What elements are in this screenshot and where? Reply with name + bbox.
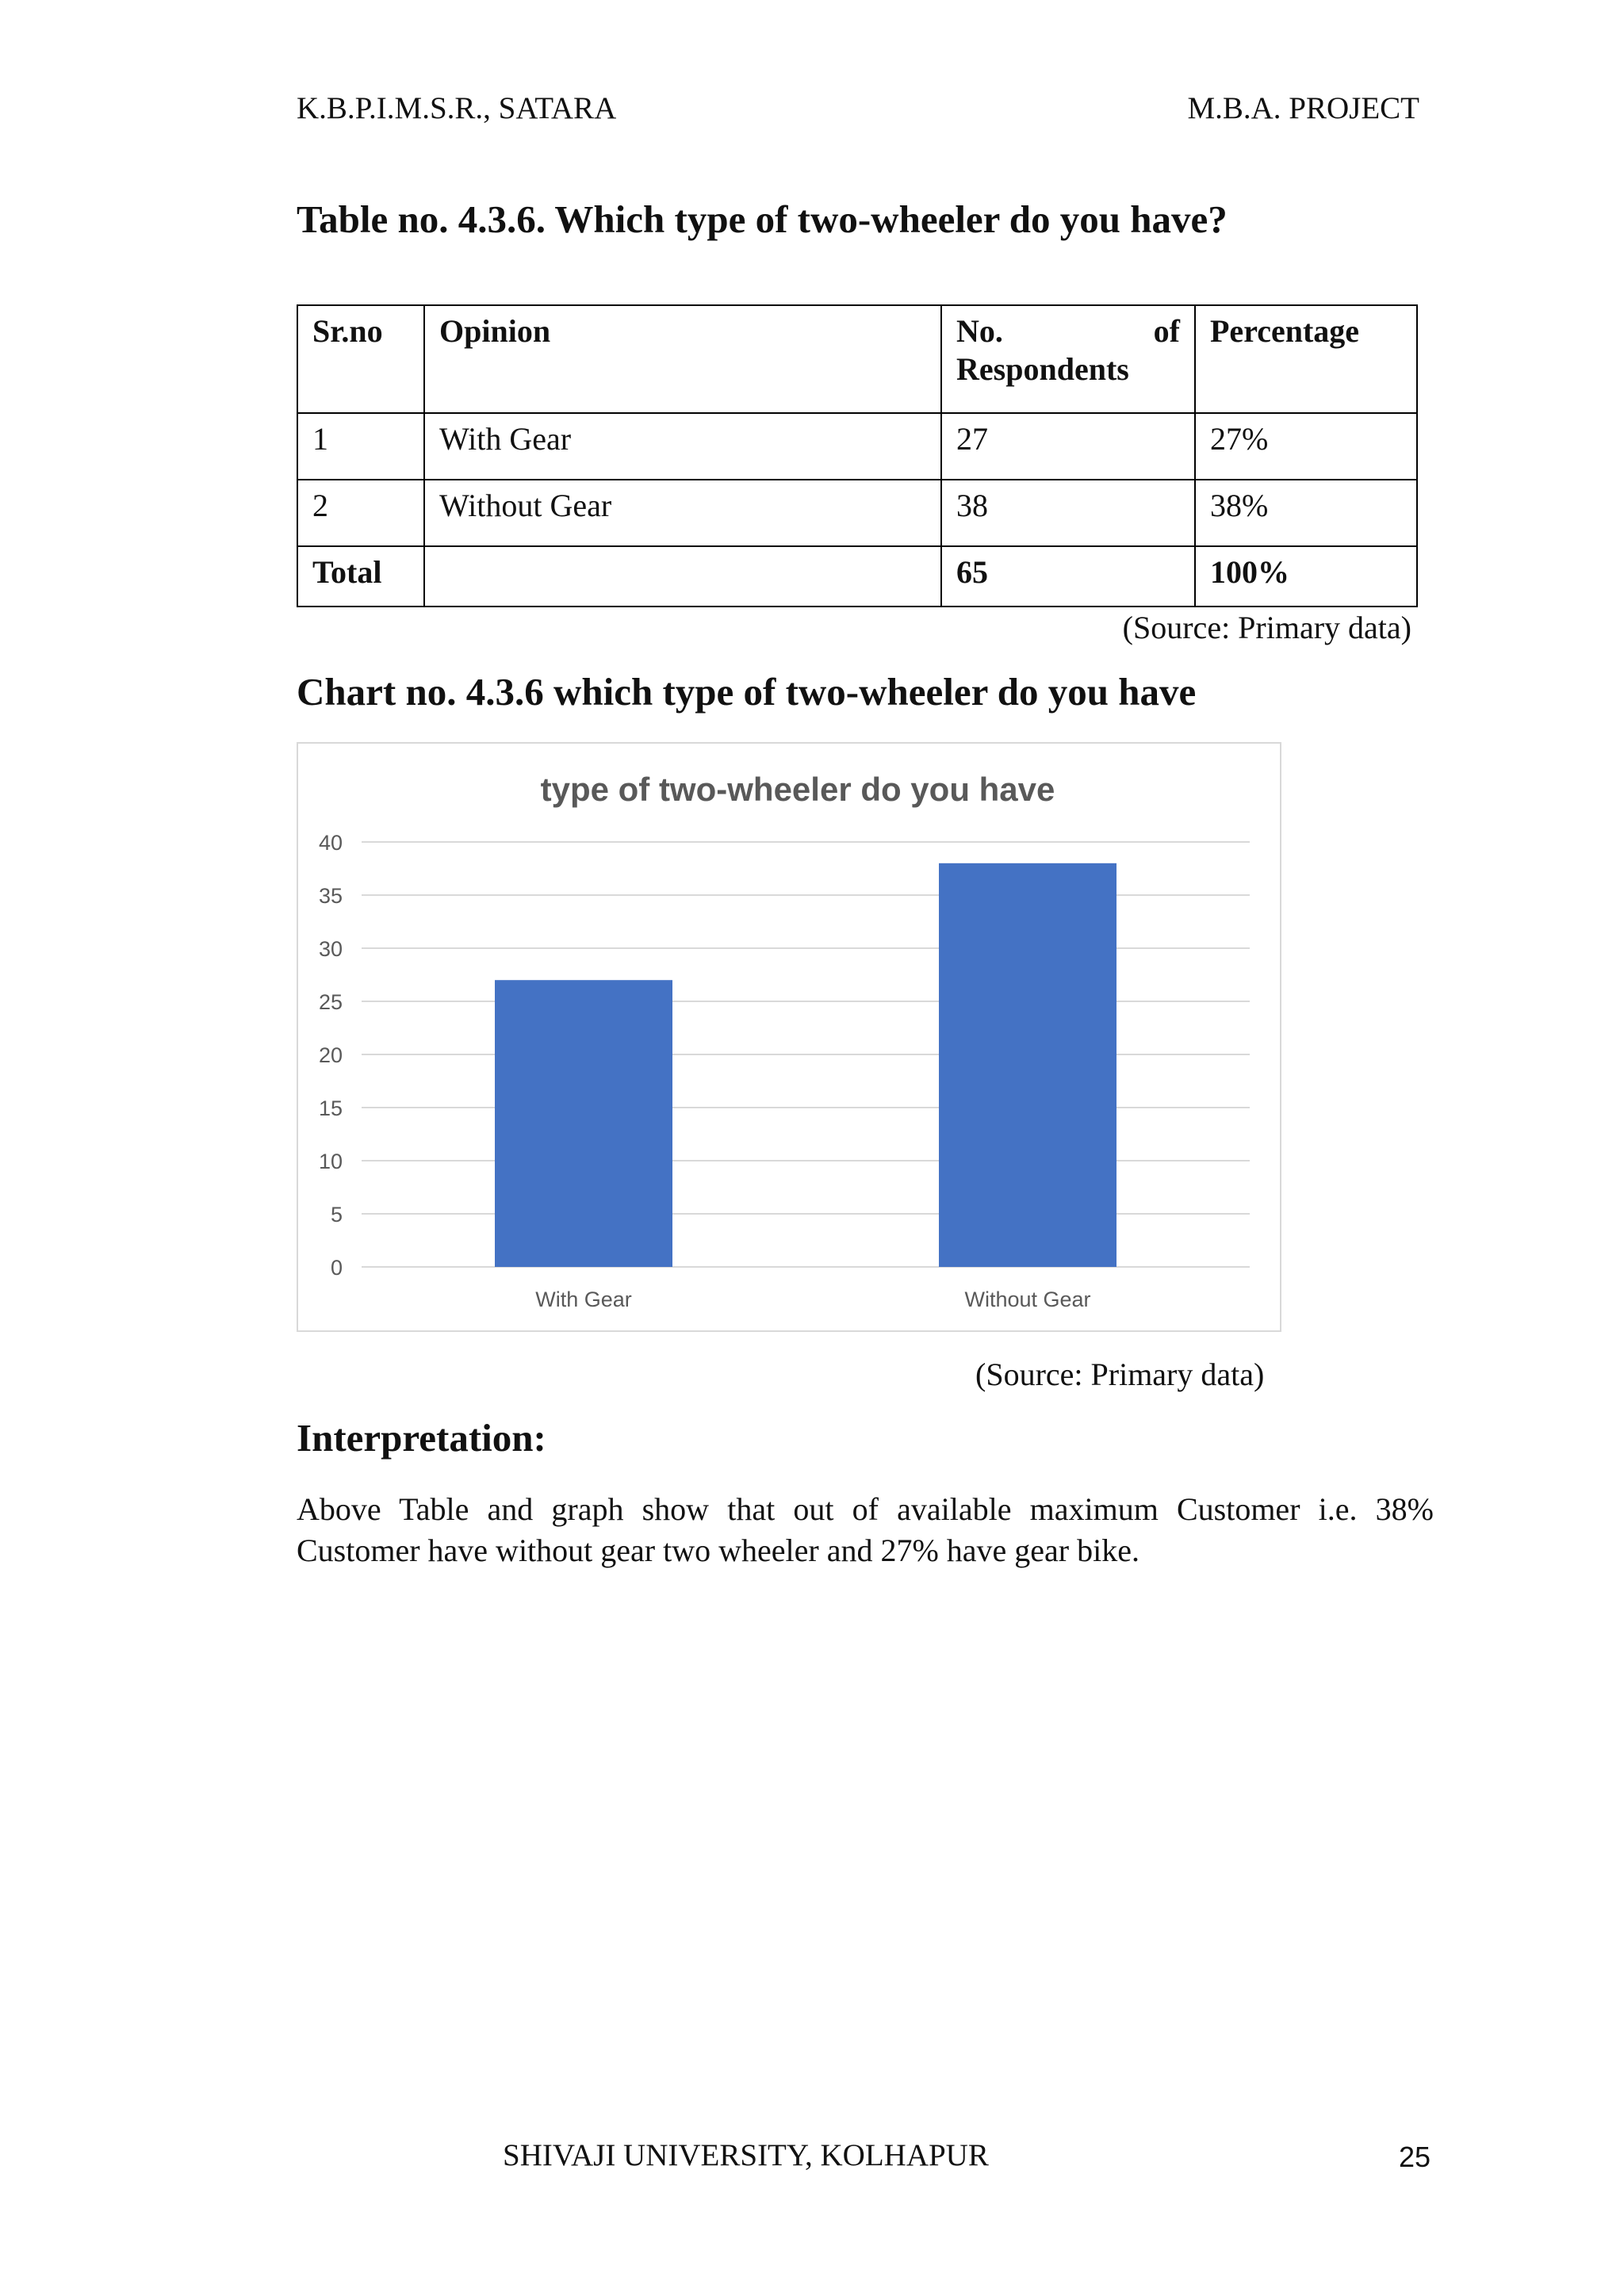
page-number: 25 (1399, 2141, 1431, 2173)
cell-total-count: 65 (941, 546, 1195, 607)
table-title: Table no. 4.3.6. Which type of two-wheeler do you have? (297, 197, 1228, 241)
cell-opinion: With Gear (424, 413, 941, 480)
col-header-respondents: No. of Respondents (941, 305, 1195, 413)
y-tick-label: 30 (318, 937, 343, 961)
col-header-percentage: Percentage (1195, 305, 1417, 413)
bar-chart (297, 742, 1281, 1332)
cell-srno: 2 (297, 480, 424, 546)
header-right: M.B.A. PROJECT (1187, 91, 1419, 125)
table-total-row (297, 546, 1417, 607)
chart-source-note: (Source: Primary data) (975, 1357, 1265, 1392)
cell-percent: 27% (1195, 413, 1417, 480)
y-tick-label: 10 (318, 1150, 343, 1173)
col-header-opinion: Opinion (424, 305, 941, 413)
y-tick-label: 35 (318, 884, 343, 908)
header-left: K.B.P.I.M.S.R., SATARA (297, 91, 617, 125)
table-header-row (297, 305, 1417, 413)
y-tick-label: 25 (318, 990, 343, 1014)
cell-total-label: Total (297, 546, 424, 607)
cell-count: 27 (941, 413, 1195, 480)
x-tick-label: Without Gear (964, 1288, 1091, 1311)
cell-percent: 38% (1195, 480, 1417, 546)
cell-total-percent: 100% (1195, 546, 1417, 607)
cell-srno: 1 (297, 413, 424, 480)
y-tick-label: 40 (318, 831, 343, 855)
col-header-srno: Sr.no (297, 305, 424, 413)
respondents-table (297, 304, 1418, 607)
cell-count: 38 (941, 480, 1195, 546)
table-row (297, 480, 1417, 546)
interpretation-paragraph: Above Table and graph show that out of available maximum Customer i.e. 38% Customer have without gear two wheeler and 27% have gear bike. (297, 1491, 1434, 1568)
table-source-note: (Source: Primary data) (1122, 610, 1411, 645)
y-tick-label: 5 (330, 1203, 343, 1226)
x-tick-label: With Gear (535, 1288, 632, 1311)
footer-text: SHIVAJI UNIVERSITY, KOLHAPUR (503, 2138, 989, 2172)
y-tick-label: 20 (318, 1043, 343, 1067)
interpretation-heading: Interpretation: (297, 1416, 546, 1460)
chart-heading: Chart no. 4.3.6 which type of two-wheeler do you have (297, 670, 1197, 714)
bar-with-gear (495, 980, 672, 1267)
table-row (297, 413, 1417, 480)
chart-title: type of two-wheeler do you have (540, 771, 1055, 808)
bar-without-gear (939, 863, 1116, 1267)
cell-opinion: Without Gear (424, 480, 941, 546)
cell-total-empty (424, 546, 941, 607)
chart-canvas (298, 744, 1283, 1334)
y-tick-label: 0 (330, 1256, 343, 1280)
y-tick-label: 15 (318, 1096, 343, 1120)
